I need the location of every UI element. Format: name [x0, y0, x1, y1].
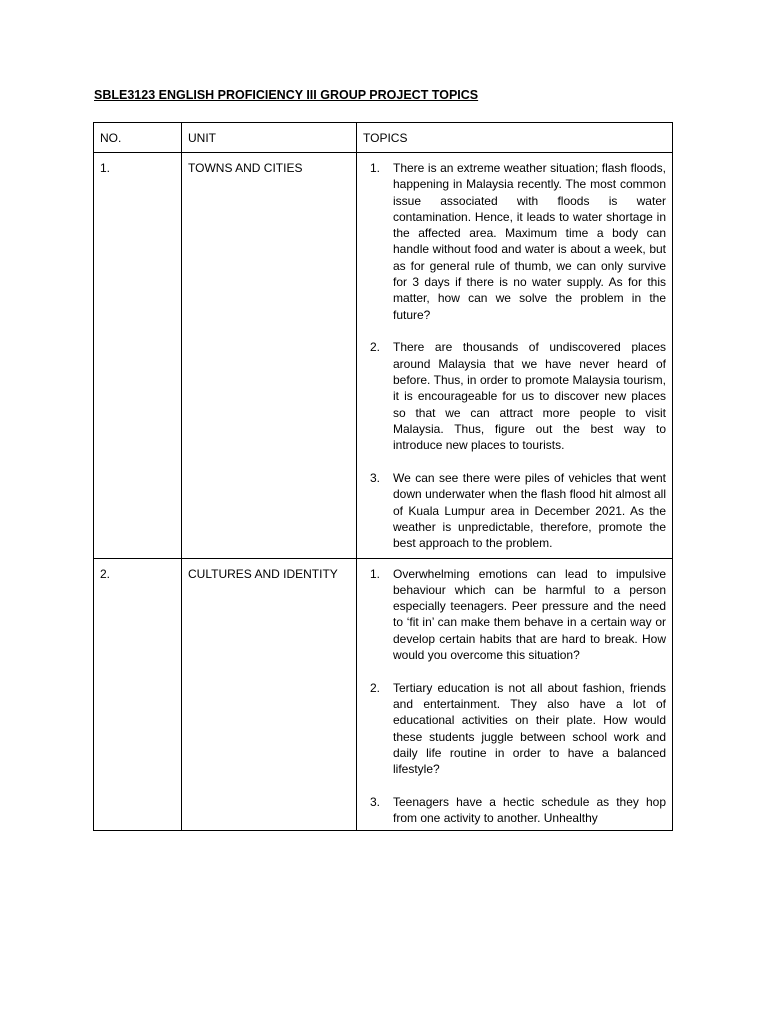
- topic-item: [363, 566, 666, 664]
- topic-item: [363, 794, 666, 830]
- row-number: 1.: [94, 153, 182, 559]
- topic-number: 3.: [369, 795, 380, 810]
- topic-list: [363, 566, 666, 831]
- topic-number: 2.: [369, 340, 380, 355]
- topic-number: 2.: [369, 680, 380, 695]
- table-row: [94, 558, 673, 831]
- topic-number: 1.: [369, 566, 380, 581]
- topic-text: Tertiary education is not all about fashion, friends and entertainment. They also have a lot of educational activities on their plate. How would these students juggle between school work and daily life routine in order to have a balanced lifestyle?: [393, 680, 666, 777]
- row-topics: [357, 153, 673, 559]
- topic-text: There are thousands of undiscovered places around Malaysia that we have never heard of before. Thus, in order to promote Malaysia tourism, it is encourageable for us to discover new places so that we can attract more people to visit Malaysia. Thus, figure out the best way to introduce new places to tourists.: [393, 340, 666, 453]
- header-unit: UNIT: [182, 123, 357, 153]
- topic-text: There is an extreme weather situation; flash floods, happening in Malaysia recently. The most common issue associated with floods is water contamination. Hence, it leads to water shortage in the affected area. Maximum time a body can handle without food and water is about a week, but as for general rule of thumb, we can only survive for 3 days if there is no water supply. As for this matter, how can we solve the problem in the future?: [393, 161, 666, 322]
- row-topics: [357, 558, 673, 831]
- topic-text: Overwhelming emotions can lead to impulsive behaviour which can be harmful to a person especially teenagers. Peer pressure and the need to ‘fit in’ can make them behave in a certain way or develop certain habits that are hard to break. How would you overcome this situation?: [393, 566, 666, 663]
- row-number: 2.: [94, 558, 182, 831]
- project-topics-table: [93, 122, 673, 831]
- row-unit: CULTURES AND IDENTITY: [182, 558, 357, 831]
- topic-text: We can see there were piles of vehicles that went down underwater when the flash flood hit almost all of Kuala Lumpur area in December 2021. As the weather is unpredictable, therefore, promote the best approach to the problem.: [393, 471, 666, 551]
- table-row: [94, 153, 673, 559]
- topic-item: [363, 470, 666, 551]
- row-unit: TOWNS AND CITIES: [182, 153, 357, 559]
- table-header-row: [94, 123, 673, 153]
- topic-number: 3.: [369, 471, 380, 486]
- topic-number: 1.: [369, 161, 380, 175]
- document-title: SBLE3123 ENGLISH PROFICIENCY III GROUP PROJECT TOPICS: [94, 88, 479, 102]
- topic-item: [363, 339, 666, 453]
- topic-item: [363, 160, 666, 323]
- header-no: NO.: [94, 123, 182, 153]
- topic-item: [363, 680, 666, 778]
- topic-text: Teenagers have a hectic schedule as they hop from one activity to another. Unhealthy: [393, 795, 666, 826]
- header-topics: TOPICS: [357, 123, 673, 153]
- topic-list: [363, 160, 666, 552]
